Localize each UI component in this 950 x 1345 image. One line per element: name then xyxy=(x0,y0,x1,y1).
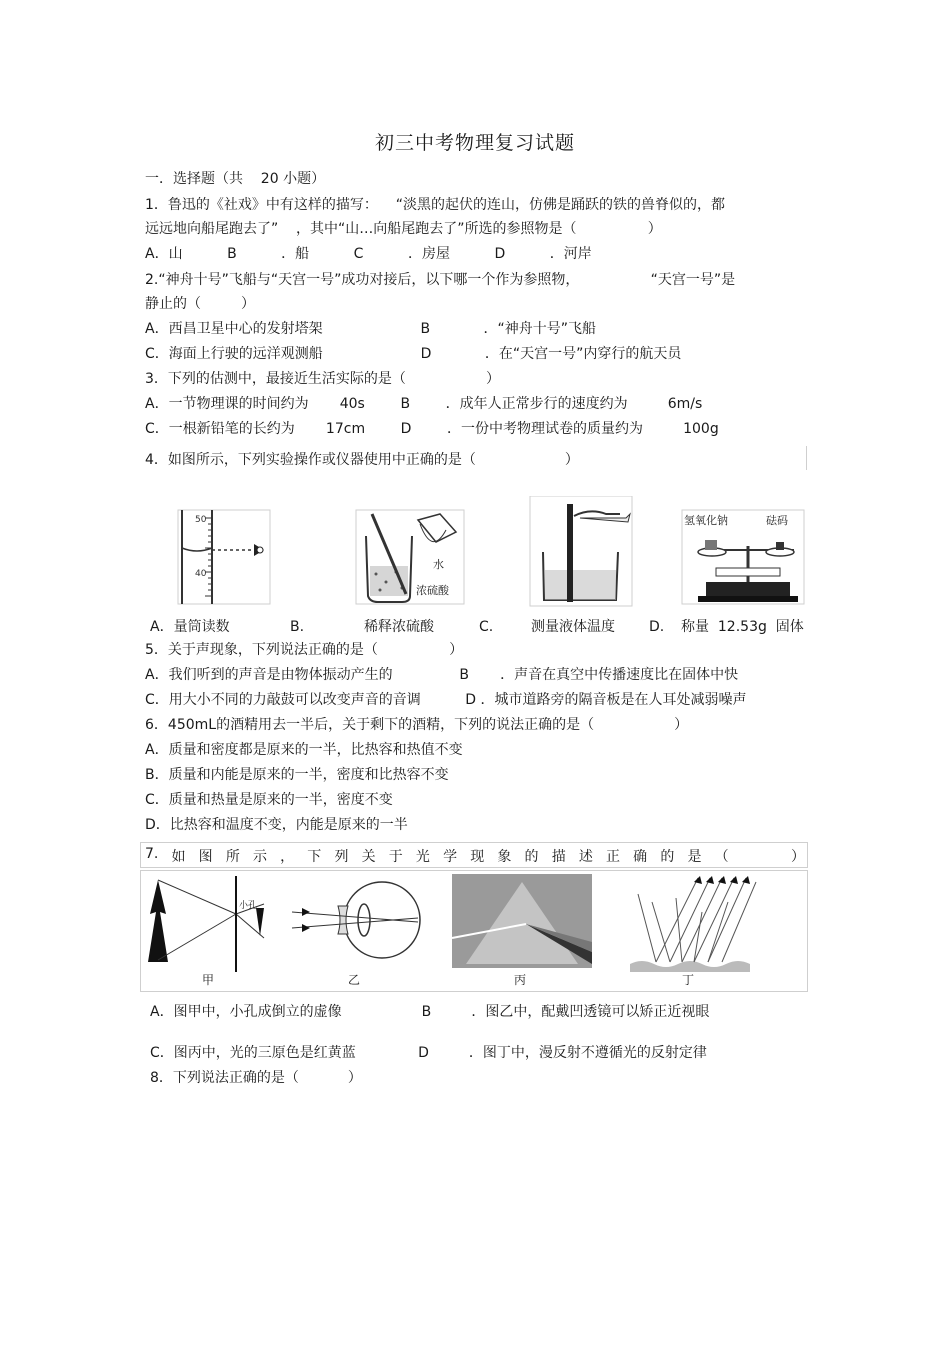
q7-char: 象 xyxy=(497,849,512,865)
fig-label-bing: 丙 xyxy=(514,973,527,987)
q6-option-c: C．质量和热量是原来的一半，密度不变 xyxy=(145,792,393,808)
q7-char: 下 xyxy=(307,849,322,865)
q7-char: 于 xyxy=(388,849,403,865)
q6-option-a: A．质量和密度都是原来的一半，比热容和热值不变 xyxy=(145,742,463,758)
page-title: 初三中考物理复习试题 xyxy=(374,132,575,154)
eye-lens-figure xyxy=(292,882,420,958)
q7-option-ab: A．图甲中，小孔成倒立的虚像 B ．图乙中，配戴凹透镜可以矫正近视眼 xyxy=(150,1004,710,1020)
q4-caption-d: 称量 12.53g 固体 xyxy=(681,619,804,635)
naoh-label: 氢氧化钠 xyxy=(684,514,728,527)
q7-char: 是 xyxy=(687,849,702,865)
q7-char: 的 xyxy=(524,849,539,865)
q7-char: 正 xyxy=(606,849,621,865)
q3-option-ab: A．一节物理课的时间约为 40s B ．成年人正常步行的速度约为 6m/s xyxy=(145,396,703,412)
q7-figures xyxy=(142,872,804,988)
q1-options: A．山 B ．船 C ．房屋 D ．河岸 xyxy=(145,246,592,262)
q6-line1: 6．450mL的酒精用去一半后，关于剩下的酒精，下列的说法正确的是（ ） xyxy=(145,717,689,733)
q7-char: 7. xyxy=(145,846,159,862)
q8-line1: 8．下列说法正确的是（ ） xyxy=(150,1070,362,1086)
q7-char: 现 xyxy=(470,849,485,865)
q4-caption-b: 稀释浓硫酸 xyxy=(364,619,434,635)
q5-line1: 5．关于声现象，下列说法正确的是（ ） xyxy=(145,642,464,658)
q3-option-cd: C．一根新铅笔的长约为 17cm D ．一份中考物理试卷的质量约为 100g xyxy=(145,421,719,437)
q2-line1: 2.“神舟十号”飞船与“天宫一号”成功对接后，以下哪一个作为参照物， “天宫一号”是 xyxy=(145,272,736,288)
q7-char: 列 xyxy=(334,849,349,865)
q7-char: （ xyxy=(714,849,729,865)
q4-caption-d-letter: D. xyxy=(649,619,665,635)
pinhole-figure xyxy=(148,876,264,972)
diffuse-reflection-figure xyxy=(630,876,756,972)
water-label: 水 xyxy=(433,558,444,571)
pinhole-label: 小孔 xyxy=(239,901,258,911)
q1-line1: 1．鲁迅的《社戏》中有这样的描写： “淡黑的起伏的连山，仿佛是踊跃的铁的兽脊似的，都 xyxy=(145,197,725,213)
q2-option-cd: C．海面上行驶的远洋观测船 D ．在“天宫一号”内穿行的航天员 xyxy=(145,346,682,362)
q4-caption-c: 测量液体温度 xyxy=(531,619,615,635)
cylinder-label-bottom: 40 xyxy=(195,569,207,579)
q4-figures xyxy=(150,496,810,608)
q7-char: 的 xyxy=(660,849,675,865)
section-heading: 一．选择题（共 20 小题） xyxy=(145,171,326,187)
fig-label-jia: 甲 xyxy=(202,973,215,987)
q5-option-cd: C．用大小不同的力敲鼓可以改变声音的音调 D ．城市道路旁的隔音板是在人耳处减弱噪声 xyxy=(145,692,747,708)
fig-label-ding: 丁 xyxy=(682,973,695,987)
q2-option-ab: A．西昌卫星中心的发射塔架 B ．“神舟十号”飞船 xyxy=(145,321,596,337)
weights-label: 砝码 xyxy=(766,514,788,527)
q7-char: 所 xyxy=(225,849,240,865)
q5-option-ab: A．我们听到的声音是由物体振动产生的 B ．声音在真空中传播速度比在固体中快 xyxy=(145,667,739,683)
q7-char: 光 xyxy=(415,849,430,865)
q4-caption-a: A．量筒读数 xyxy=(150,619,230,635)
q7-char: 描 xyxy=(551,849,566,865)
q7-char: 图 xyxy=(198,849,213,865)
cylinder-label-top: 50 xyxy=(195,515,207,525)
q7-char: 学 xyxy=(443,849,458,865)
prism-figure xyxy=(452,874,592,968)
q7-option-cd: C．图丙中，光的三原色是红黄蓝 D ．图丁中，漫反射不遵循光的反射定律 xyxy=(150,1045,707,1061)
q4-caption-c-letter: C. xyxy=(479,619,494,635)
q2-line2: 静止的（ ） xyxy=(145,296,256,312)
q7-char: ） xyxy=(790,849,805,865)
q6-option-d: D．比热容和温度不变，内能是原来的一半 xyxy=(145,817,408,833)
q7-char: 关 xyxy=(361,849,376,865)
q4-caption-b-letter: B. xyxy=(290,619,305,635)
q1-line2: 远远地向船尾跑去了” ，其中“山…向船尾跑去了”所选的参照物是（ ） xyxy=(145,221,662,237)
fig-label-yi: 乙 xyxy=(348,973,361,987)
q7-question xyxy=(145,846,805,866)
q6-option-b: B．质量和内能是原来的一半，密度和比热容不变 xyxy=(145,767,449,783)
graduated-cylinder-figure xyxy=(178,510,270,604)
q7-char: 示 xyxy=(252,849,267,865)
acid-label: 浓硫酸 xyxy=(416,584,449,597)
q3-line1: 3．下列的估测中，最接近生活实际的是（ ） xyxy=(145,371,501,387)
q4-line1: 4．如图所示，下列实验操作或仪器使用中正确的是（ ） xyxy=(145,452,579,468)
thermometer-figure xyxy=(530,496,632,606)
q7-char: ， xyxy=(280,849,295,865)
q7-char: 如 xyxy=(171,849,186,865)
q7-char: 述 xyxy=(578,849,593,865)
q7-char: 确 xyxy=(633,849,648,865)
